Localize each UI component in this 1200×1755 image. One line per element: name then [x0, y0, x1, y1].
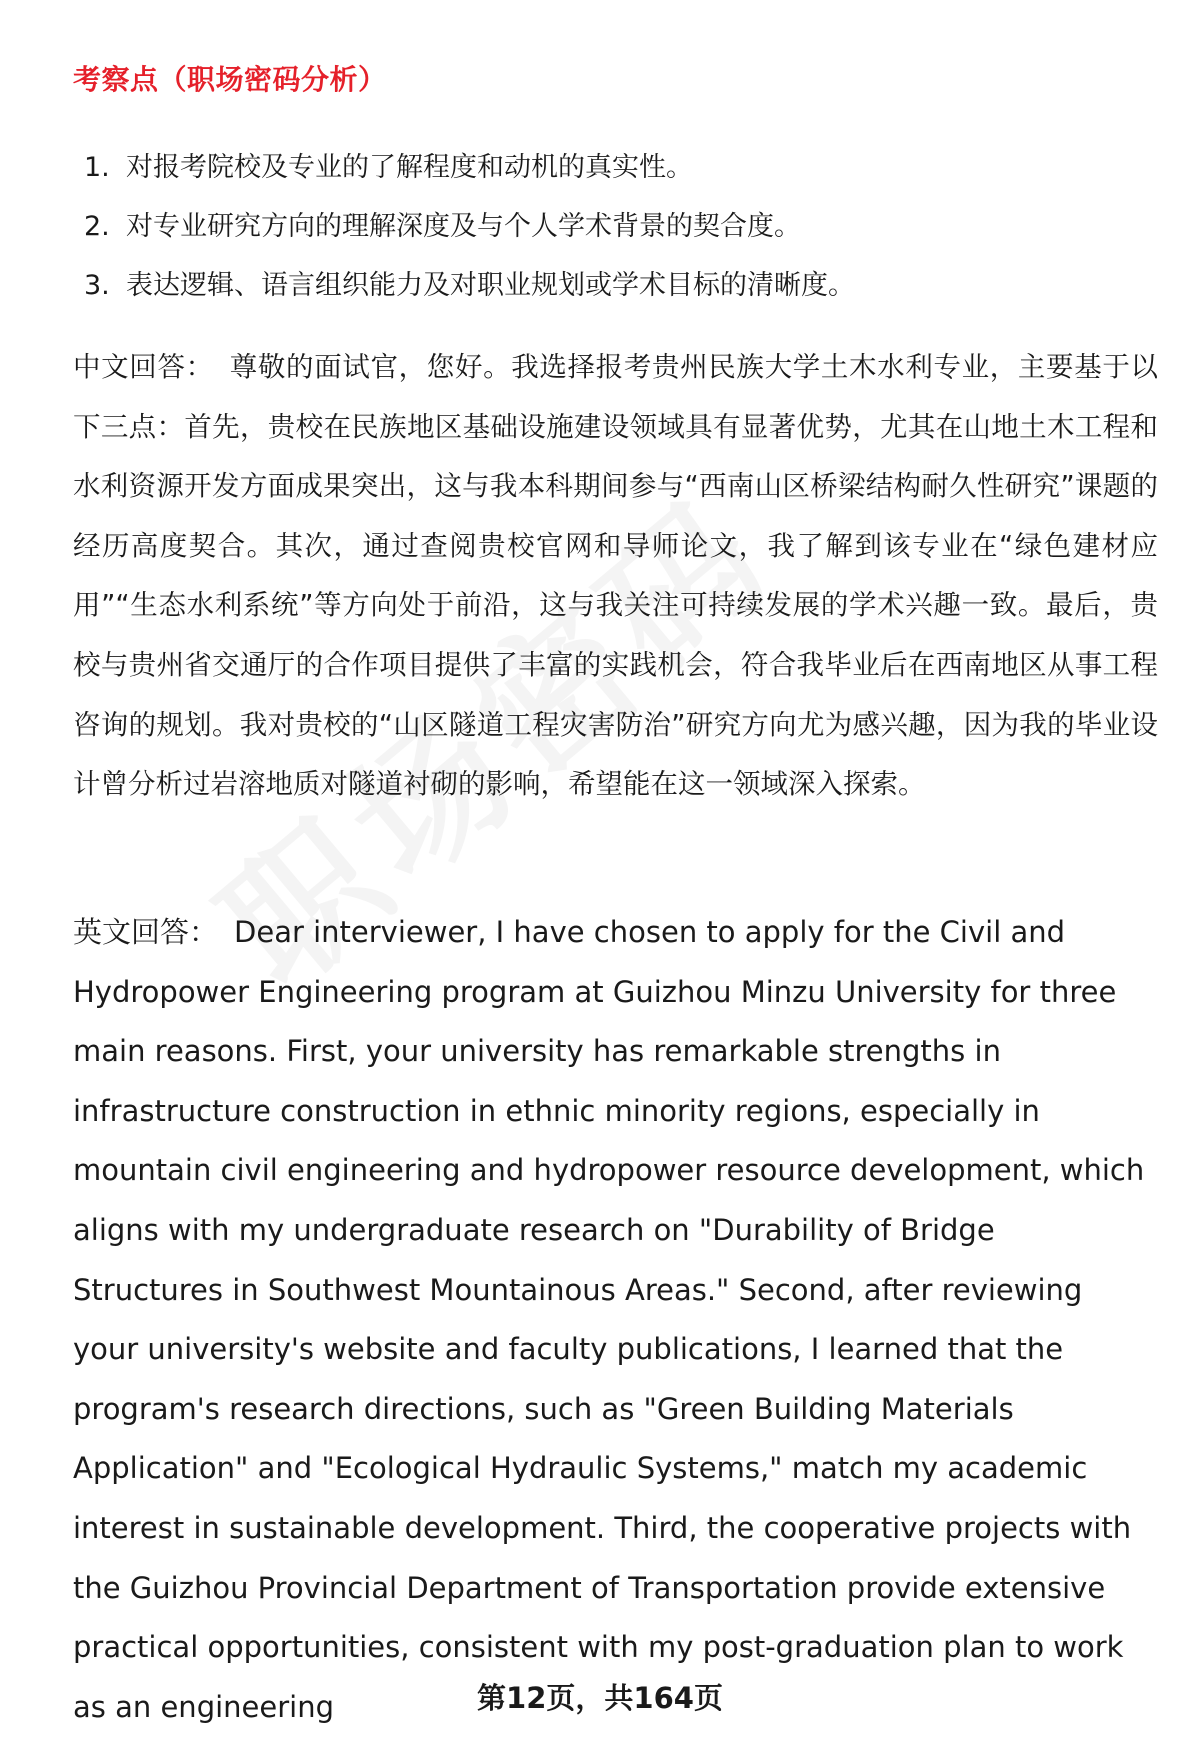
section-title: 考察点（职场密码分析） — [73, 63, 387, 96]
assessment-points-list — [84, 138, 1144, 315]
list-item-text: 对专业研究方向的理解深度及与个人学术背景的契合度。 — [126, 211, 801, 242]
list-item — [84, 138, 1144, 197]
chinese-answer-paragraph — [73, 338, 1158, 815]
page-number-footer: 第12页，共164页 — [477, 1681, 723, 1715]
english-answer-label: 英文回答： — [73, 915, 219, 949]
english-answer-text: Dear interviewer, I have chosen to apply for the Civil and Hydropower Engineering program at Guizhou Minzu University for three main reasons. First, your university has remarkable strengths in infrastructure construction in ethnic minority regions, especially in mountain civil engineering and hydropower resource development, which aligns with my undergraduate research on "Durability of Bridge Structures in Southwest Mountainous Areas." Second, after reviewing your university's website and faculty publications, I learned that the program's research directions, such as "Green Building Materials Application" and "Ecological Hydraulic Systems," match my academic interest in sustainable development. Third, the cooperative projects with the Guizhou Provincial Department of Transportation provide extensive practical opportunities, consistent with my post-graduation plan to work as an engineering — [73, 915, 1145, 1724]
list-number: 2. — [84, 211, 110, 242]
list-item-text: 对报考院校及专业的了解程度和动机的真实性。 — [126, 152, 693, 183]
list-item — [84, 197, 1144, 256]
list-item-text: 表达逻辑、语言组织能力及对职业规划或学术目标的清晰度。 — [126, 270, 855, 301]
chinese-answer-text: 尊敬的面试官，您好。我选择报考贵州民族大学土木水利专业，主要基于以下三点：首先，贵校在民族地区基础设施建设领域具有显著优势，尤其在山地土木工程和水利资源开发方面成果突出，这与我本科期间参与“西南山区桥梁结构耐久性研究”课题的经历高度契合。其次，通过查阅贵校官网和导师论文，我了解到该专业在“绿色建材应用”“生态水利系统”等方向处于前沿，这与我关注可持续发展的学术兴趣一致。最后，贵校与贵州省交通厅的合作项目提供了丰富的实践机会，符合我毕业后在西南地区从事工程咨询的规划。我对贵校的“山区隧道工程灾害防治”研究方向尤为感兴趣，因为我的毕业设计曾分析过岩溶地质对隧道衬砌的影响，希望能在这一领域深入探索。 — [73, 351, 1159, 801]
english-answer-paragraph — [73, 903, 1153, 1737]
chinese-answer-label: 中文回答： — [73, 351, 214, 383]
list-number: 3. — [84, 270, 110, 301]
list-item — [84, 256, 1144, 315]
list-number: 1. — [84, 152, 110, 183]
